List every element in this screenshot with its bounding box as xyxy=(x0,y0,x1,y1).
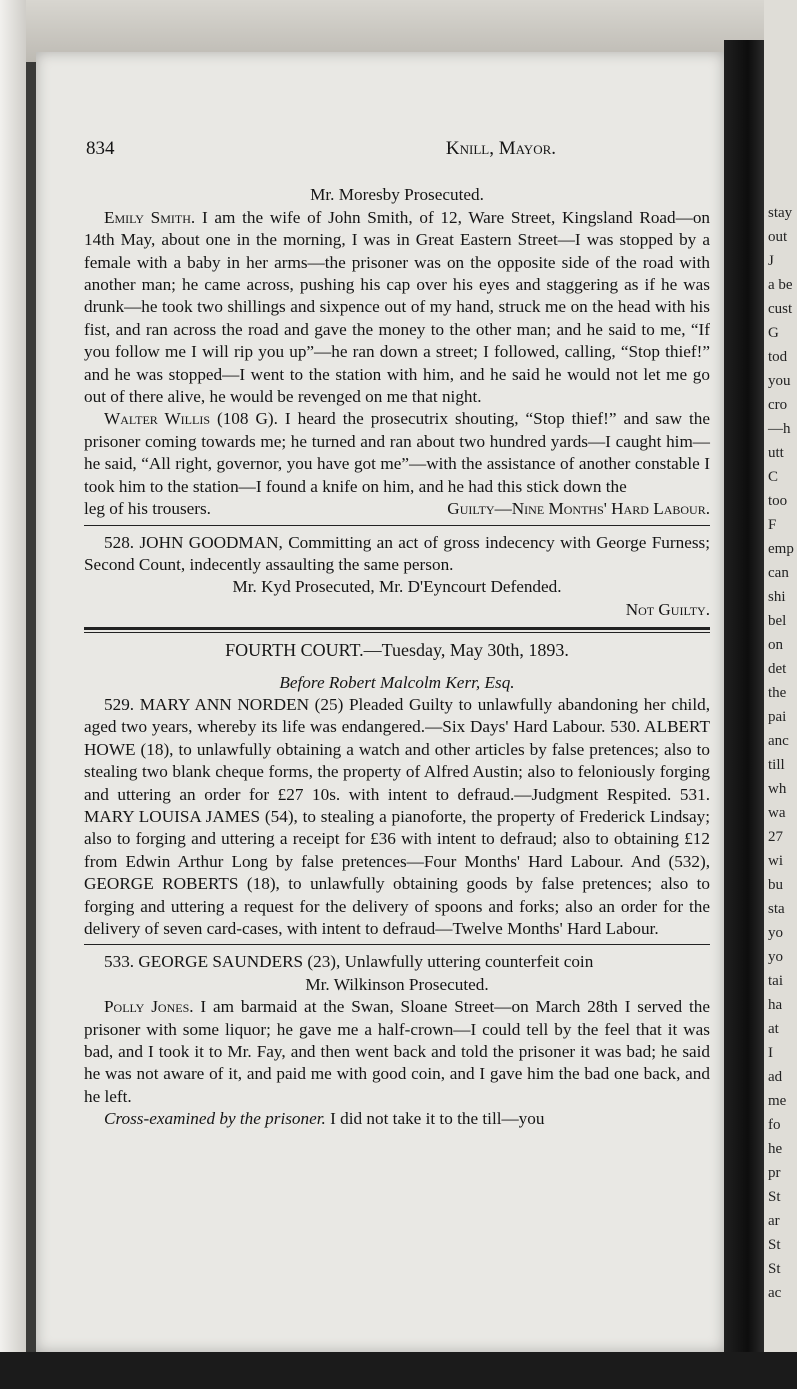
facing-page-text: me xyxy=(768,1093,787,1109)
facing-page-text: on xyxy=(768,637,783,653)
verdict: Guilty—Nine Months' Hard Labour. xyxy=(447,499,710,519)
left-binding-edge xyxy=(0,0,26,1389)
facing-page-text: shi xyxy=(768,589,786,605)
facing-page-text: a be xyxy=(768,277,793,293)
facing-page-text: ar xyxy=(768,1213,780,1229)
facing-page-text: F xyxy=(768,517,777,533)
facing-page-text: I xyxy=(768,1045,773,1061)
facing-page-text: ac xyxy=(768,1285,782,1301)
facing-page-text: fo xyxy=(768,1117,781,1133)
facing-page-text: det xyxy=(768,661,787,677)
facing-page-text: bu xyxy=(768,877,783,893)
page-content xyxy=(84,138,710,1131)
facing-page-text: till xyxy=(768,757,785,773)
facing-page-text: tod xyxy=(768,349,788,365)
prosecutor-line: Mr. Moresby Prosecuted. xyxy=(310,185,484,205)
facing-page-text: at xyxy=(768,1021,779,1037)
facing-page-text: —h xyxy=(768,421,791,437)
facing-page-text: the xyxy=(768,685,787,701)
facing-page-text: wa xyxy=(768,805,786,821)
facing-page-text: wh xyxy=(768,781,787,797)
facing-page-text: St xyxy=(768,1261,781,1277)
witness-polly-jones xyxy=(84,996,710,1108)
facing-page-text: out xyxy=(768,229,788,245)
running-title: Knill, Mayor. xyxy=(445,138,556,159)
divider xyxy=(84,525,710,526)
facing-page-text: 27 xyxy=(768,829,783,845)
divider xyxy=(84,944,710,945)
witness-walter-willis xyxy=(84,408,710,498)
case-533: 533. GEORGE SAUNDERS (23), Unlawfully uttering counterfeit coin xyxy=(104,952,594,972)
facing-page-text: too xyxy=(768,493,788,509)
facing-page-text: you xyxy=(768,373,791,389)
facing-page-text: ad xyxy=(768,1069,783,1085)
facing-page-fragment xyxy=(764,0,797,1389)
counsel-line: Mr. Kyd Prosecuted, Mr. D'Eyncourt Defended. xyxy=(232,577,562,597)
facing-page-text: cust xyxy=(768,301,793,317)
facing-page-text: St xyxy=(768,1237,781,1253)
verdict: Not Guilty. xyxy=(625,599,710,619)
cross-label: Cross-examined by the prisoner. xyxy=(104,1109,326,1129)
facing-page-text: St xyxy=(768,1189,781,1205)
facing-page-text: emp xyxy=(768,541,794,557)
witness-emily-smith xyxy=(84,207,710,409)
testimony-end: leg of his trousers. xyxy=(84,499,211,519)
book-gutter xyxy=(724,40,764,1389)
page-number: 834 xyxy=(86,138,115,159)
verdict-line xyxy=(84,498,710,520)
witness-name: Walter Willis (108 G). xyxy=(104,409,278,429)
witness-testimony: I heard the prosecutrix shouting, “Stop thief!” and saw the prisoner coming towards me; he turned and ran about two hundred yards—I caught him—he said, “All right, governor, you have got me”—with the assistance of another constable I took him to the station—I found a knife on him, and he had this stick down the xyxy=(84,409,710,496)
court-title: FOURTH COURT.—Tuesday, May 30th, 1893. xyxy=(225,640,569,661)
judge-line: Before Robert Malcolm Kerr, Esq. xyxy=(279,672,515,692)
prosecutor-line: Mr. Wilkinson Prosecuted. xyxy=(305,974,489,994)
facing-page-text: ha xyxy=(768,997,783,1013)
facing-page-text: G xyxy=(768,325,779,341)
facing-page-text: anc xyxy=(768,733,789,749)
case-528: 528. JOHN GOODMAN, Committing an act of gross indecency with George Furness; Second Count, indecently assaulting the same person. xyxy=(84,532,710,574)
witness-testimony: I am barmaid at the Swan, Sloane Street—on March 28th I served the prisoner with some liquor; he gave me a half-crown—I could tell by the feel that it was bad, and I took it to Mr. Fay, and then went back and told the prisoner it was bad; he said he was not aware of it, and paid me with good coin, and I gave him the bad one back, and he left. xyxy=(84,997,711,1106)
witness-name: Emily Smith. xyxy=(104,207,196,227)
facing-page-text: yo xyxy=(768,949,783,965)
witness-testimony: I am the wife of John Smith, of 12, Ware Street, Kingsland Road—on 14th May, about one in the morning, I was in Great Eastern Street—I was stopped by a female with a baby in her arms—the prisoner was on the opposite side of the road with another man; he came across, pushing his cap over his eyes and staggering as if he was drunk—he took two shillings and sixpence out of my hand, struck me on the head with his fist, and ran across the road and gave the money to the other man; and he said to me, “If you follow me I will rip you up”—he ran down a street; I followed, calling, “Stop thief!” and he was stopped—I went to the station with him, and he said he would not let me go out of there alive, he would be revenged on me that night. xyxy=(84,207,711,407)
facing-page-text: yo xyxy=(768,925,783,941)
facing-page-text: can xyxy=(768,565,789,581)
facing-page-text: tai xyxy=(768,973,783,989)
facing-page-text: cro xyxy=(768,397,788,413)
facing-page-text: pai xyxy=(768,709,787,725)
facing-page-text: wi xyxy=(768,853,783,869)
pleas-paragraph: 529. MARY ANN NORDEN (25) Pleaded Guilty to unlawfully abandoning her child, aged two years, whereby its life was endangered.—Six Days' Hard Labour. 530. ALBERT HOWE (18), to unlawfully obtaining a watch and other articles by false pretences; also to stealing two blank cheque forms, the property of Alfred Austin; also to feloniously forging and uttering an order for £27 10s. with intent to defraud.—Judgment Respited. 531. MARY LOUISA JAMES (54), to stealing a pianoforte, the property of Frederick Lindsay; also to forging and uttering a receipt for £36 with intent to defraud; also to obtaining £12 from Edwin Arthur Long by false pretences—Four Months' Hard Labour. And (532), GEORGE ROBERTS (18), to unlawfully obtaining goods by false pretences; also to forging and uttering a request for the delivery of spoons and forks; also an order for the delivery of seven card-cases, with intent to defraud—Twelve Months' Hard Labour. xyxy=(84,694,710,938)
court-divider xyxy=(84,627,710,633)
facing-page-text: sta xyxy=(768,901,785,917)
running-header xyxy=(86,138,556,160)
facing-page-text: utt xyxy=(768,445,784,461)
scan-bottom-margin xyxy=(0,1352,797,1389)
facing-page-text: J xyxy=(768,253,774,269)
witness-name: Polly Jones. xyxy=(104,997,194,1017)
cross-examination xyxy=(84,1108,710,1130)
facing-page-text: C xyxy=(768,469,779,485)
facing-page-text: pr xyxy=(768,1165,781,1181)
cross-text: I did not take it to the till—you xyxy=(330,1109,545,1129)
facing-page-text: stay xyxy=(768,205,793,221)
facing-page-text: bel xyxy=(768,613,787,629)
facing-page-text: he xyxy=(768,1141,783,1157)
